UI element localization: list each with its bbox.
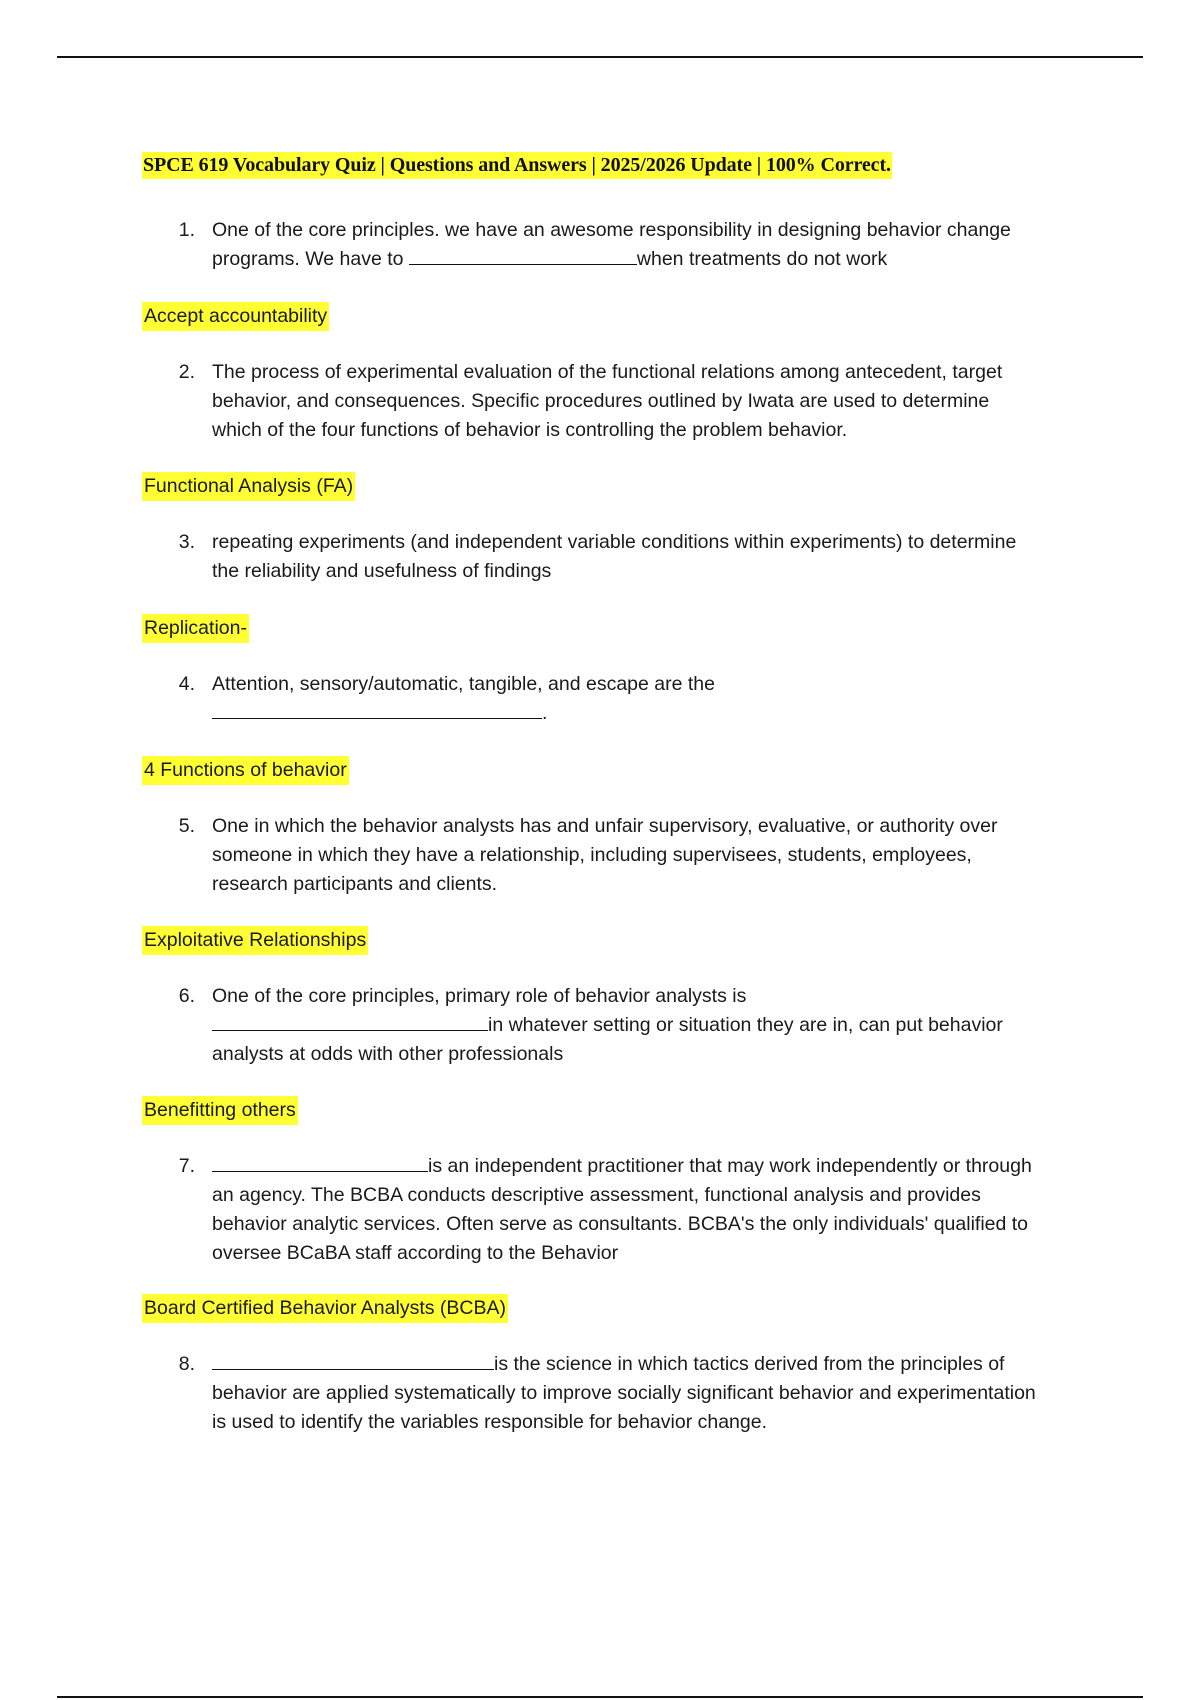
answer-3: Replication- — [142, 614, 249, 643]
question-number: 4. — [178, 673, 195, 695]
question-text: repeating experiments (and independent variable conditions within experiments) to determine the reliability and usefulness of findings — [212, 531, 1017, 582]
question-6 — [142, 982, 1042, 1069]
answer-6: Benefitting others — [142, 1096, 298, 1125]
bottom-rule — [57, 1696, 1143, 1698]
question-text: One in which the behavior analysts has and unfair supervisory, evaluative, or authority over someone in which they have a relationship, including supervisees, students, employees, research participants and clients. — [212, 815, 998, 895]
question-number: 5. — [178, 815, 195, 837]
question-number: 2. — [178, 361, 195, 383]
answer-2: Functional Analysis (FA) — [142, 472, 355, 501]
question-text-cont: is the science in which tactics derived from the principles of behavior are applied systematically to improve socially significant behavior and experimentation is used to identify the variables responsible for behavior change. — [212, 1353, 1036, 1433]
question-number: 6. — [178, 985, 195, 1007]
question-8 — [142, 1350, 1042, 1437]
question-number: 1. — [178, 219, 195, 241]
answer-5: Exploitative Relationships — [142, 926, 368, 955]
question-text-cont: when treatments do not work — [636, 248, 888, 270]
question-4 — [142, 670, 1042, 728]
question-text: The process of experimental evaluation of the functional relations among antecedent, target behavior, and consequences. Specific procedures outlined by Iwata are used to determine which of the four functions of behavior is controlling the problem behavior. — [212, 361, 1003, 441]
top-rule — [57, 56, 1143, 58]
question-5 — [142, 812, 1042, 899]
question-7 — [142, 1152, 1042, 1268]
answer-blank — [212, 1350, 494, 1370]
document-title: SPCE 619 Vocabulary Quiz | Questions and Answers | 2025/2026 Update | 100% Correct. — [142, 152, 892, 179]
question-text-cont: is an independent practitioner that may work independently or through an agency. The BCBA conducts descriptive assessment, functional analysis and provides behavior analytic services. Often serve as consultants. BCBA's the only individuals' qualified to oversee BCaBA staff according to the Behavior — [212, 1155, 1032, 1264]
question-number: 3. — [178, 531, 195, 553]
answer-4: 4 Functions of behavior — [142, 756, 349, 785]
answer-blank — [212, 699, 542, 719]
answer-blank — [409, 245, 637, 265]
question-number: 8. — [178, 1353, 195, 1375]
question-text: One of the core principles. we have an awesome responsibility in designing behavior change programs. We have to — [212, 219, 1011, 270]
question-text-cont: in whatever setting or situation they are in, can put behavior analysts at odds with other professionals — [212, 1014, 1003, 1065]
question-2 — [142, 358, 1042, 445]
question-1 — [142, 216, 1042, 274]
answer-blank — [212, 1011, 488, 1031]
question-text: Attention, sensory/automatic, tangible, and escape are the — [212, 673, 715, 695]
question-3 — [142, 528, 1042, 586]
question-number: 7. — [178, 1155, 195, 1177]
answer-7: Board Certified Behavior Analysts (BCBA) — [142, 1294, 508, 1323]
answer-1: Accept accountability — [142, 302, 329, 331]
question-text: One of the core principles, primary role of behavior analysts is — [212, 985, 747, 1007]
question-text-cont: . — [542, 702, 548, 724]
answer-blank — [212, 1152, 428, 1172]
